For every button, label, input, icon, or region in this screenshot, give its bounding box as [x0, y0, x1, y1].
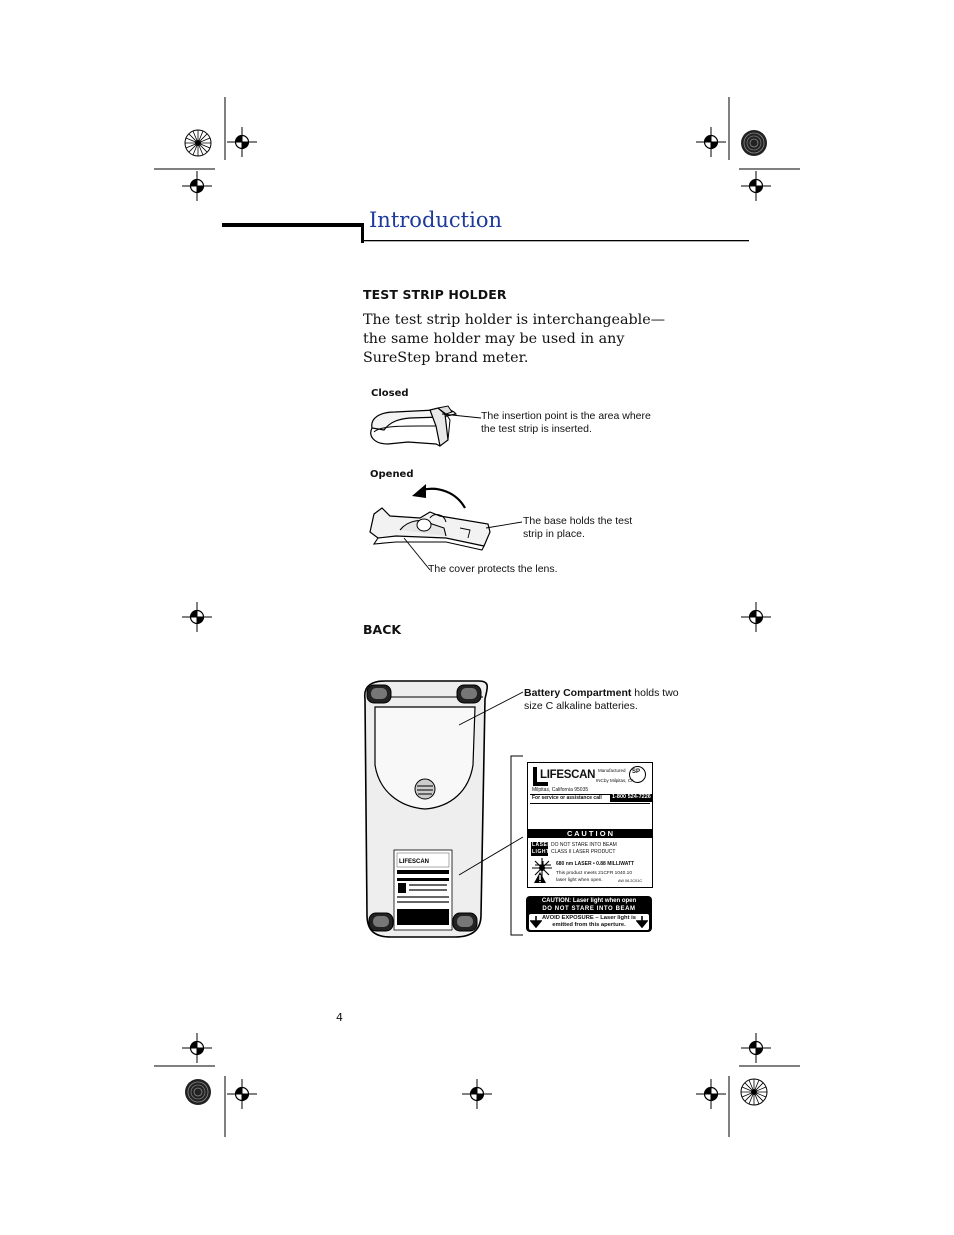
- label-bracket: [505, 755, 525, 937]
- opened-holder-illustration: [360, 480, 530, 575]
- base-callout: The base holds the test strip in place.: [523, 515, 633, 540]
- label-address: Milpitas, California 95035: [532, 787, 589, 793]
- label-brand-suffix: INC.: [596, 778, 605, 783]
- aperture-line-4: emitted from this aperture.: [552, 922, 626, 928]
- label-manufactured-1: Manufactured: [598, 768, 626, 773]
- aperture-line-3: AVOID EXPOSURE – Laser light is: [542, 915, 636, 921]
- label-service-phone: 1-800 524-7226: [612, 794, 651, 800]
- section-heading-test-strip-holder: TEST STRIP HOLDER: [363, 287, 507, 302]
- cover-callout: The cover protects the lens.: [428, 563, 558, 575]
- arrow-down-right-icon: [636, 916, 648, 928]
- meter-back-illustration: [355, 675, 525, 945]
- label-brand: LIFESCAN: [540, 769, 596, 781]
- warning-triangle-icon: [533, 871, 547, 884]
- section-heading-back: BACK: [363, 622, 402, 637]
- page-title: Introduction: [369, 208, 502, 232]
- insertion-point-callout: The insertion point is the area where the test strip is inserted.: [481, 410, 651, 435]
- page-number: 4: [336, 1011, 343, 1024]
- arrow-down-left-icon: [530, 916, 542, 928]
- aperture-line-1: CAUTION: Laser light when open: [541, 898, 637, 904]
- battery-compartment-term: Battery Compartment: [524, 687, 632, 699]
- csa-mark-text: SP: [632, 769, 641, 775]
- aperture-line-2: DO NOT STARE INTO BEAM: [542, 906, 636, 912]
- label-warn-1: DO NOT STARE INTO BEAM: [551, 842, 617, 848]
- label-cfr-code: AW 06.2C01C: [618, 879, 643, 883]
- label-warn-2: CLASS II LASER PRODUCT: [551, 849, 616, 855]
- product-label: [527, 762, 653, 888]
- label-caution-bar: C A U T I O N: [528, 829, 652, 838]
- laser-light-1: LASER: [532, 842, 552, 848]
- label-cfr-1: This product meets 21CFR 1040.10: [556, 871, 632, 876]
- label-service: For service or assistance call: [532, 795, 602, 801]
- aperture-label: [526, 896, 652, 932]
- svg-text:LIFESCAN: LIFESCAN: [399, 859, 429, 865]
- closed-holder-illustration: [360, 400, 490, 460]
- laser-light-2: LIGHT: [532, 849, 550, 855]
- label-laser-spec: 680 nm LASER • 0.88 MILLIWATT: [556, 861, 635, 867]
- label-manufactured-2: by Milpitas, CA: [604, 778, 635, 783]
- battery-compartment-description: holds two size C alkaline batteries.: [524, 687, 679, 712]
- label-cfr-2: laser light when open.: [556, 878, 603, 883]
- battery-compartment-callout: [524, 687, 684, 712]
- closed-label: Closed: [371, 388, 409, 399]
- opened-label: Opened: [370, 469, 414, 480]
- test-strip-holder-paragraph: The test strip holder is interchangeable—the same holder may be used in any SureStep brand meter.: [363, 312, 665, 366]
